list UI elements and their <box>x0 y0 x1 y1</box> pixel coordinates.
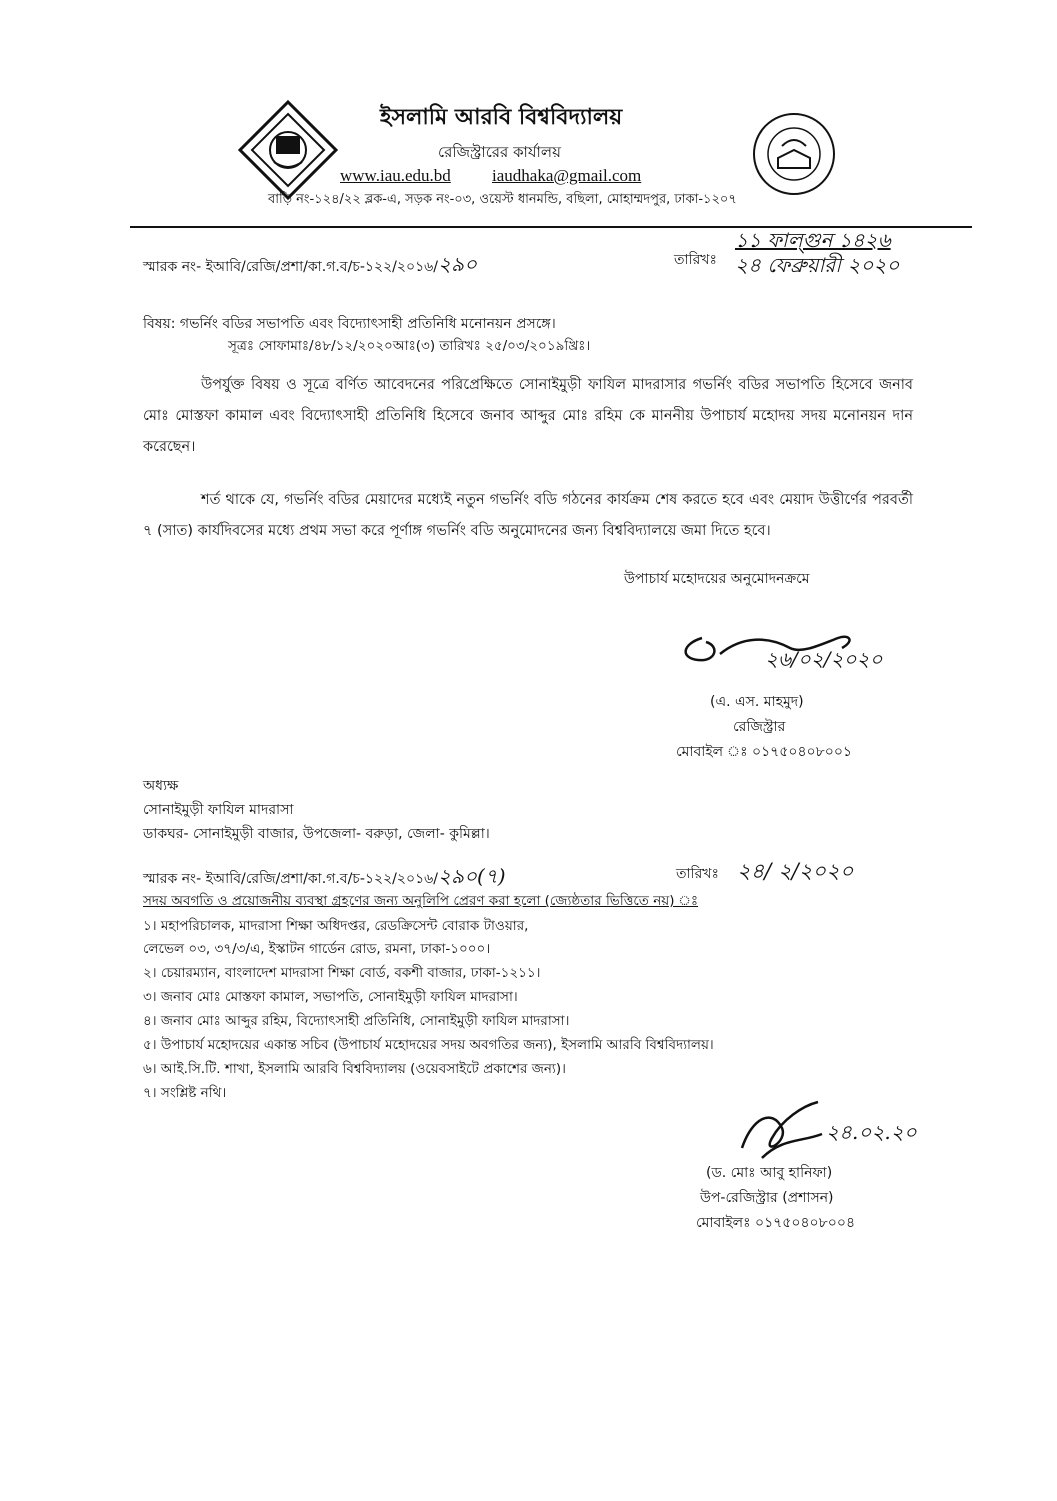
copy-ref-number: ২৯০(৭) <box>438 864 506 888</box>
list-item: ৩। জনাব মোঃ মোস্তফা কামাল, সভাপতি, সোনাইমুড়ী ফাযিল মাদরাসা। <box>143 989 518 1005</box>
memo-date-label: তারিখঃ <box>674 252 717 268</box>
memo-reference <box>143 250 477 283</box>
list-item: ৫। উপাচার্য মহোদয়ের একান্ত সচিব (উপাচার্য মহোদয়ের সদয় অবগতির জন্য), ইসলামি আরবি বিশ্ববিদ্যালয়। <box>143 1037 714 1053</box>
deputy-registrar-name: (ড. মোঃ আবু হানিফা) <box>706 1165 833 1181</box>
madrasa-logo <box>752 112 836 196</box>
list-item: লেভেল ০৩, ৩৭/৩/এ, ইস্কাটন গার্ডেন রোড, রমনা, ঢাকা-১০০০। <box>143 941 491 957</box>
list-item: ৭। সংশ্লিষ্ট নথি। <box>143 1085 227 1101</box>
list-item: ৬। আই.সি.টি. শাখা, ইসলামি আরবি বিশ্ববিদ্যালয় (ওয়েবসাইটে প্রকাশের জন্য)। <box>143 1061 566 1077</box>
deputy-registrar-title: উপ-রেজিস্ট্রার (প্রশাসন) <box>700 1190 834 1206</box>
recipient-line-1: অধ্যক্ষ <box>143 778 179 794</box>
list-item: ১। মহাপরিচালক, মাদরাসা শিক্ষা অধিদপ্তর, রেডক্রিসেন্ট বোরাক টাওয়ার, <box>143 918 529 934</box>
memo-date-bangla: ১১ ফাল্গুন ১৪২৬ <box>735 228 891 252</box>
email-link[interactable]: iaudhaka@gmail.com <box>492 166 642 185</box>
memo-date-english: ২৪ ফেব্রুয়ারী ২০২০ <box>735 253 900 277</box>
copy-date: ২৪/ ২/২০২০ <box>737 859 854 883</box>
registrar-mobile: মোবাইল ঃ ০১৭৫০৪০৮০০১ <box>676 744 853 760</box>
body-paragraph-2: শর্ত থাকে যে, গভর্নিং বডির মেয়াদের মধ্যেই নতুন গভর্নিং বডি গঠনের কার্যক্রম শেষ করতে হবে এবং মেয়াদ উত্তীর্ণের পরবর্তী ৭ (সাত) কার্যদিবসের মধ্যে প্রথম সভা করে পূর্ণাঙ্গ গভর্নিং বডি অনুমোদনের জন্য বিশ্ববিদ্যালয়ে জমা দিতে হবে। <box>143 492 913 539</box>
deputy-registrar-mobile: মোবাইলঃ ০১৭৫০৪০৮০০৪ <box>696 1215 856 1231</box>
copy-heading: সদয় অবগতি ও প্রয়োজনীয় ব্যবস্থা গ্রহণের জন্য অনুলিপি প্রেরণ করা হলো (জ্যেষ্ঠতার ভিত্তিতে নয়) ঃ <box>143 893 699 909</box>
university-name: ইসলামি আরবি বিশ্ববিদ্যালয় <box>380 105 623 130</box>
approval-note: উপাচার্য মহোদয়ের অনুমোদনক্রমে <box>624 571 810 587</box>
office-name: রেজিস্ট্রারের কার্যালয় <box>438 143 561 161</box>
deputy-registrar-sign-date: ২৪.০২.২০ <box>826 1120 917 1144</box>
university-logo <box>238 100 338 200</box>
recipient-line-3: ডাকঘর- সোনাইমুড়ী বাজার, উপজেলা- বরুড়া, জেলা- কুমিল্লা। <box>143 826 490 842</box>
registrar-sign-date: ২৬/০২/২০২০ <box>765 647 883 671</box>
list-item: ৪। জনাব মোঃ আব্দুর রহিম, বিদ্যোৎসাহী প্রতিনিধি, সোনাইমুড়ী ফাযিল মাদরাসা। <box>143 1013 570 1029</box>
body-paragraph-1: উপর্যুক্ত বিষয় ও সূত্রে বর্ণিত আবেদনের পরিপ্রেক্ষিতে সোনাইমুড়ী ফাযিল মাদরাসার গভর্নিং বডির সভাপতি হিসেবে জনাব মোঃ মোস্তফা কামাল এবং বিদ্যোৎসাহী প্রতিনিধি হিসেবে জনাব আব্দুর মোঃ রহিম কে মাননীয় উপাচার্য মহোদয় সদয় মনোনয়ন দান করেছেন। <box>143 377 913 455</box>
recipient-line-2: সোনাইমুড়ী ফাযিল মাদরাসা <box>143 802 294 818</box>
website-link[interactable]: www.iau.edu.bd <box>340 166 451 185</box>
memo-ref-number: ২৯০ <box>438 252 478 276</box>
list-item: ২। চেয়ারম্যান, বাংলাদেশ মাদরাসা শিক্ষা বোর্ড, বকশী বাজার, ঢাকা-১২১১। <box>143 965 541 981</box>
university-seal-icon <box>238 100 338 200</box>
registrar-name: (এ. এস. মাহমুদ) <box>710 694 804 710</box>
university-address: বাড়ি নং-১২৪/২২ ব্লক-এ, সড়ক নং-০৩, ওয়েস্ট ধানমন্ডি, বছিলা, মোহাম্মদপুর, ঢাকা-১২০৭ <box>268 192 737 207</box>
subject-source: সূত্রঃ সোফামাঃ/৪৮/১২/২০২০আঃ(৩) তারিখঃ ২৫/০৩/২০১৯খ্রিঃ। <box>228 338 591 354</box>
copy-ref-label: স্মারক নং- ইআবি/রেজি/প্রশা/কা.গ.ব/চ-১২২/২০১৬/ <box>143 871 439 887</box>
memo-ref-label: স্মারক নং- ইআবি/রেজি/প্রশা/কা.গ.ব/চ-১২২/২০১৬/ <box>143 259 439 275</box>
madrasa-seal-icon <box>752 112 836 196</box>
registrar-title: রেজিস্ট্রার <box>733 719 786 735</box>
copy-date-label: তারিখঃ <box>676 866 719 882</box>
subject-line: বিষয়: গভর্নিং বডির সভাপতি এবং বিদ্যোৎসাহী প্রতিনিধি মনোনয়ন প্রসঙ্গে। <box>143 316 556 332</box>
